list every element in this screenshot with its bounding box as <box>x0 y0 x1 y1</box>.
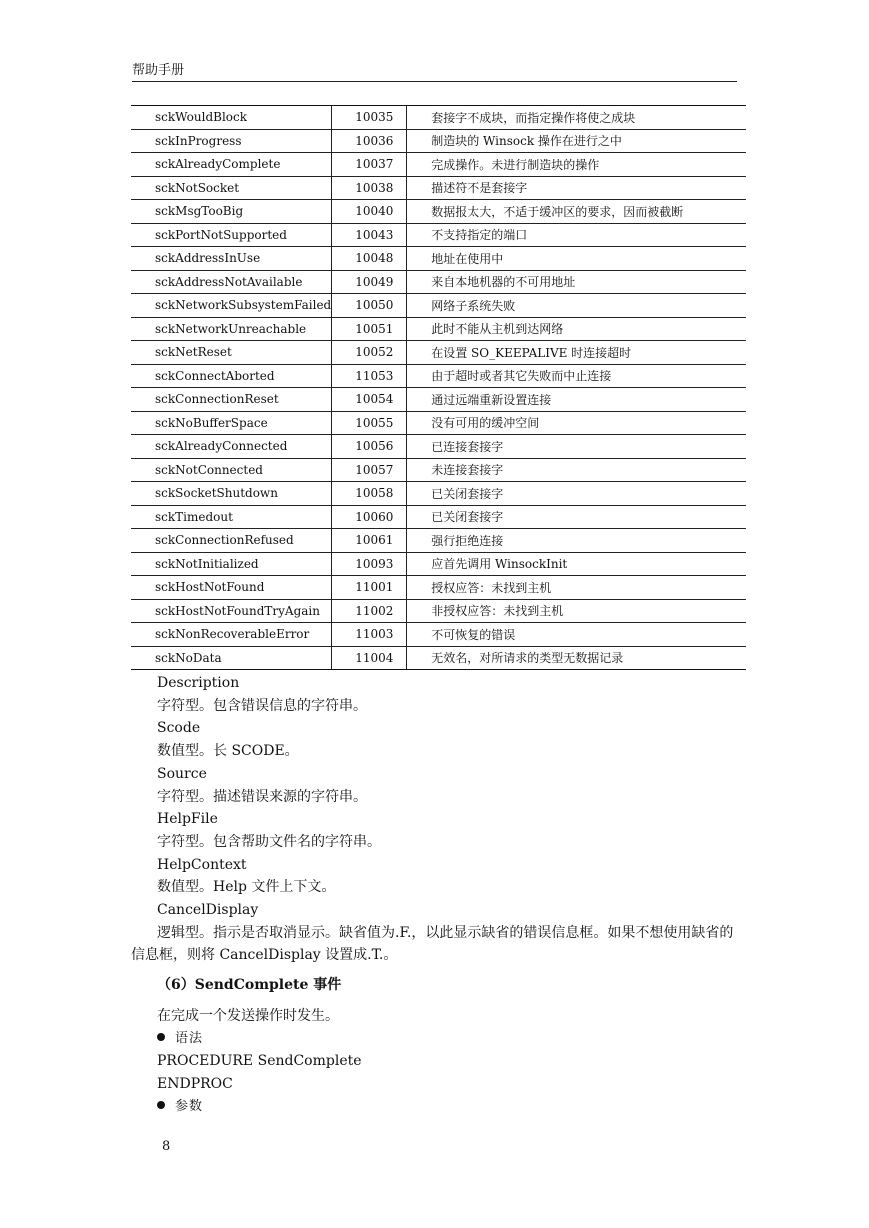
table-row <box>131 153 746 177</box>
code-line-procedure: PROCEDURE SendComplete <box>157 1053 362 1070</box>
table-row <box>131 505 746 529</box>
table-row <box>131 200 746 224</box>
error-name-cell: sckConnectionRefused <box>131 529 332 553</box>
param-helpcontext-text: 数值型。Help 文件上下文。 <box>157 879 336 896</box>
error-name-cell: sckNotConnected <box>131 458 332 482</box>
error-desc-cell: 应首先调用 WinsockInit <box>407 552 746 576</box>
param-scode-name: Scode <box>157 720 201 737</box>
table-row <box>131 529 746 553</box>
error-desc-cell: 地址在使用中 <box>407 247 746 271</box>
error-name-cell: sckNotSocket <box>131 176 332 200</box>
error-name-cell: sckTimedout <box>131 505 332 529</box>
table-row <box>131 247 746 271</box>
error-desc-cell: 数据报太大，不适于缓冲区的要求，因而被截断 <box>407 200 746 224</box>
param-helpcontext-name: HelpContext <box>157 856 247 873</box>
error-code-cell: 11002 <box>332 599 407 623</box>
error-name-cell: sckNonRecoverableError <box>131 623 332 647</box>
error-name-cell: sckAddressInUse <box>131 247 332 271</box>
error-code-cell: 10037 <box>332 153 407 177</box>
error-desc-cell: 已连接套接字 <box>407 435 746 459</box>
error-desc-cell: 未连接套接字 <box>407 458 746 482</box>
error-desc-cell: 不支持指定的端口 <box>407 223 746 247</box>
error-code-cell: 10049 <box>332 270 407 294</box>
error-desc-cell: 已关闭套接字 <box>407 482 746 506</box>
error-code-table <box>131 105 746 670</box>
table-row <box>131 458 746 482</box>
param-canceldisplay-name: CancelDisplay <box>157 902 259 919</box>
error-name-cell: sckConnectAborted <box>131 364 332 388</box>
error-name-cell: sckPortNotSupported <box>131 223 332 247</box>
error-name-cell: sckInProgress <box>131 129 332 153</box>
error-desc-cell: 制造块的 Winsock 操作在进行之中 <box>407 129 746 153</box>
error-name-cell: sckHostNotFoundTryAgain <box>131 599 332 623</box>
error-desc-cell: 通过远端重新设置连接 <box>407 388 746 412</box>
table-row <box>131 552 746 576</box>
table-row <box>131 388 746 412</box>
params-label: 参数 <box>175 1098 204 1114</box>
error-name-cell: sckNoBufferSpace <box>131 411 332 435</box>
error-desc-cell: 此时不能从主机到达网络 <box>407 317 746 341</box>
syntax-bullet <box>131 1028 737 1051</box>
error-code-cell: 10093 <box>332 552 407 576</box>
error-desc-cell: 已关闭套接字 <box>407 505 746 529</box>
bullet-dot-icon <box>157 1033 165 1041</box>
page-header <box>132 63 737 82</box>
table-row <box>131 129 746 153</box>
header-title: 帮助手册 <box>132 63 185 78</box>
bullet-dot-icon <box>157 1101 165 1109</box>
error-code-cell: 10035 <box>332 106 407 130</box>
syntax-label: 语法 <box>175 1030 204 1046</box>
error-name-cell: sckNetReset <box>131 341 332 365</box>
param-description-name: Description <box>157 675 240 691</box>
param-helpfile-name: HelpFile <box>157 811 218 828</box>
error-code-cell: 10036 <box>332 129 407 153</box>
error-name-cell: sckNoData <box>131 646 332 670</box>
error-name-cell: sckNetworkUnreachable <box>131 317 332 341</box>
error-desc-cell: 在设置 SO_KEEPALIVE 时连接超时 <box>407 341 746 365</box>
param-canceldisplay-text: 逻辑型。指示是否取消显示。缺省值为.F.，以此显示缺省的错误信息框。如果不想使用缺省的信息框，则将 CancelDisplay 设置成.T.。 <box>131 924 734 964</box>
table-row <box>131 599 746 623</box>
table-row <box>131 364 746 388</box>
error-name-cell: sckSocketShutdown <box>131 482 332 506</box>
error-code-cell: 10040 <box>332 200 407 224</box>
table-row <box>131 317 746 341</box>
param-helpfile-text: 字符型。包含帮助文件名的字符串。 <box>157 833 381 850</box>
error-name-cell: sckNetworkSubsystemFailed <box>131 294 332 318</box>
table-row <box>131 341 746 365</box>
error-code-cell: 11001 <box>332 576 407 600</box>
error-code-cell: 11053 <box>332 364 407 388</box>
error-code-cell: 10050 <box>332 294 407 318</box>
error-desc-cell: 来自本地机器的不可用地址 <box>407 270 746 294</box>
error-desc-cell: 没有可用的缓冲空间 <box>407 411 746 435</box>
error-desc-cell: 无效名，对所请求的类型无数据记录 <box>407 646 746 670</box>
error-desc-cell: 强行拒绝连接 <box>407 529 746 553</box>
code-line-endproc: ENDPROC <box>157 1075 233 1092</box>
table-row <box>131 270 746 294</box>
table-row <box>131 482 746 506</box>
param-source-name: Source <box>157 765 207 782</box>
error-code-cell: 10060 <box>332 505 407 529</box>
error-name-cell: sckConnectionReset <box>131 388 332 412</box>
table-row <box>131 411 746 435</box>
page-number: 8 <box>162 1139 171 1154</box>
error-desc-cell: 套接字不成块，而指定操作将使之成块 <box>407 106 746 130</box>
error-name-cell: sckHostNotFound <box>131 576 332 600</box>
table-row <box>131 576 746 600</box>
error-code-cell: 10051 <box>332 317 407 341</box>
param-source-text: 字符型。描述错误来源的字符串。 <box>157 788 367 805</box>
error-name-cell: sckWouldBlock <box>131 106 332 130</box>
error-code-cell: 11004 <box>332 646 407 670</box>
error-code-cell: 10058 <box>332 482 407 506</box>
param-scode-text: 数值型。长 SCODE。 <box>157 743 299 760</box>
table-row <box>131 294 746 318</box>
table-row <box>131 435 746 459</box>
params-bullet <box>131 1096 737 1119</box>
param-description-text: 字符型。包含错误信息的字符串。 <box>157 697 367 714</box>
error-code-cell: 10061 <box>332 529 407 553</box>
document-body <box>131 672 737 1118</box>
error-code-cell: 10043 <box>332 223 407 247</box>
error-name-cell: sckAlreadyConnected <box>131 435 332 459</box>
error-code-cell: 10055 <box>332 411 407 435</box>
error-code-cell: 10054 <box>332 388 407 412</box>
error-desc-cell: 由于超时或者其它失败而中止连接 <box>407 364 746 388</box>
table-row <box>131 106 746 130</box>
section-intro: 在完成一个发送操作时发生。 <box>157 1007 339 1024</box>
error-code-cell: 11003 <box>332 623 407 647</box>
error-name-cell: sckAddressNotAvailable <box>131 270 332 294</box>
error-desc-cell: 授权应答：未找到主机 <box>407 576 746 600</box>
table-row <box>131 646 746 670</box>
error-desc-cell: 网络子系统失败 <box>407 294 746 318</box>
error-code-cell: 10048 <box>332 247 407 271</box>
error-desc-cell: 完成操作。未进行制造块的操作 <box>407 153 746 177</box>
error-code-cell: 10057 <box>332 458 407 482</box>
error-code-cell: 10056 <box>332 435 407 459</box>
error-name-cell: sckMsgTooBig <box>131 200 332 224</box>
error-desc-cell: 不可恢复的错误 <box>407 623 746 647</box>
error-desc-cell: 非授权应答：未找到主机 <box>407 599 746 623</box>
error-code-cell: 10038 <box>332 176 407 200</box>
section-heading: （6）SendComplete 事件 <box>157 977 342 994</box>
error-name-cell: sckAlreadyComplete <box>131 153 332 177</box>
table-row <box>131 223 746 247</box>
error-code-cell: 10052 <box>332 341 407 365</box>
table-row <box>131 176 746 200</box>
error-name-cell: sckNotInitialized <box>131 552 332 576</box>
error-desc-cell: 描述符不是套接字 <box>407 176 746 200</box>
table-row <box>131 623 746 647</box>
